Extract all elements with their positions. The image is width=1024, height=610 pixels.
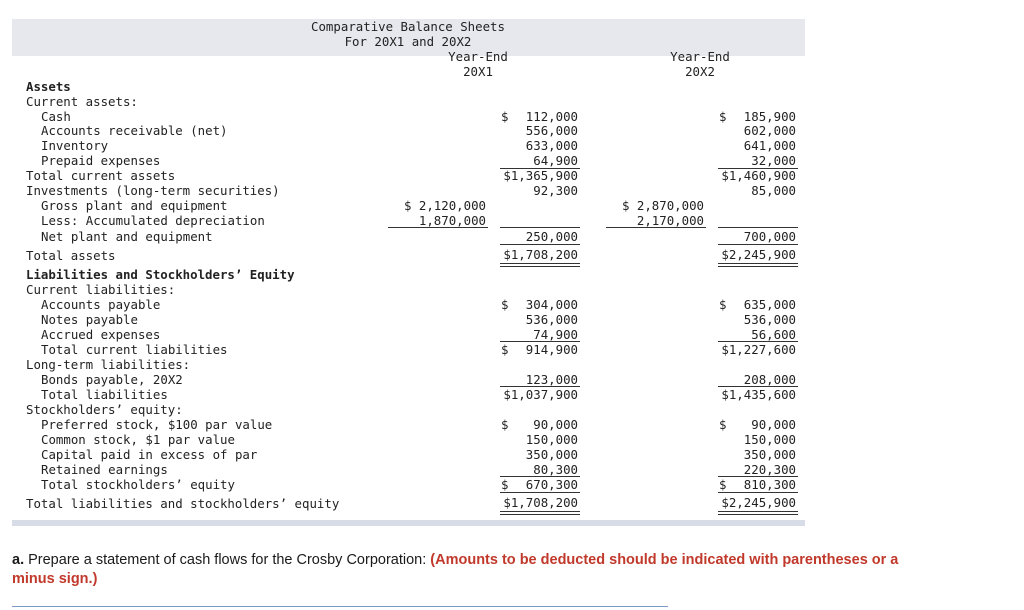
ap-label: Accounts payable [41, 297, 161, 312]
table-footer-band [12, 520, 805, 526]
inventory-label: Inventory [41, 138, 109, 153]
preferred-label: Preferred stock, $100 par value [41, 417, 273, 432]
total-le-label: Total liabilities and stockholders’ equity [26, 496, 340, 511]
investments-y2: 85,000 [751, 183, 796, 198]
total-liab-y2: $1,435,600 [721, 387, 796, 402]
cash-y1-dollar: $ [501, 109, 509, 124]
sheet-subtitle: For 20X1 and 20X2 [344, 34, 472, 49]
preferred-y2: 90,000 [751, 417, 796, 432]
apic-label: Capital paid in excess of par [41, 447, 258, 462]
ap-y1-dollar: $ [501, 297, 509, 312]
accum-dep-y2: 2,170,000 [636, 213, 704, 228]
inventory-y2: 641,000 [743, 138, 796, 153]
notes-y2: 536,000 [743, 312, 796, 327]
total-se-y1: 670,300 [525, 477, 578, 492]
gross-plant-y1: $ 2,120,000 [403, 198, 486, 213]
answer-area-divider [12, 606, 668, 607]
underline [500, 227, 580, 228]
accum-dep-y1: 1,870,000 [418, 213, 486, 228]
cash-label: Cash [41, 109, 71, 124]
total-current-liab-y1-dollar: $ [501, 342, 509, 357]
ar-y2: 602,000 [743, 123, 796, 138]
cash-y2-dollar: $ [719, 109, 727, 124]
underline [606, 227, 706, 228]
double-underline [500, 511, 580, 515]
retained-y2: 220,300 [743, 462, 796, 477]
total-se-y2: 810,300 [743, 477, 796, 492]
cash-y2: 185,900 [743, 109, 796, 124]
investments-label: Investments (long-term securities) [26, 183, 280, 198]
total-le-y2: $2,245,900 [721, 495, 796, 510]
prepaid-label: Prepaid expenses [41, 153, 161, 168]
total-current-liab-y2: $1,227,600 [721, 342, 796, 357]
ap-y2-dollar: $ [719, 297, 727, 312]
balance-sheet-table [12, 12, 805, 528]
retained-label: Retained earnings [41, 462, 168, 477]
double-underline [718, 263, 798, 267]
bonds-label: Bonds payable, 20X2 [41, 372, 183, 387]
question-text: Prepare a statement of cash flows for the Crosby Corporation: [24, 552, 431, 568]
current-assets-heading: Current assets: [26, 94, 138, 109]
accum-dep-label: Less: Accumulated depreciation [41, 213, 265, 228]
common-y2: 150,000 [743, 432, 796, 447]
preferred-y2-dollar: $ [719, 417, 727, 432]
total-current-liab-y1: 914,900 [525, 342, 578, 357]
ar-label: Accounts receivable (net) [41, 123, 228, 138]
cash-y1: 112,000 [525, 109, 578, 124]
accrued-y1: 74,900 [533, 327, 578, 342]
long-term-liabilities-heading: Long-term liabilities: [26, 357, 191, 372]
liabilities-equity-heading: Liabilities and Stockholders’ Equity [26, 267, 295, 282]
bonds-y1: 123,000 [525, 372, 578, 387]
prepaid-y1: 64,900 [533, 153, 578, 168]
total-se-y1-dollar: $ [501, 477, 509, 492]
total-se-y2-dollar: $ [719, 477, 727, 492]
double-underline [500, 263, 580, 267]
common-label: Common stock, $1 par value [41, 432, 235, 447]
underline [718, 244, 798, 245]
underline [718, 227, 798, 228]
col-20x1-head: Year-End [448, 49, 508, 64]
underline [500, 244, 580, 245]
bonds-y2: 208,000 [743, 372, 796, 387]
total-assets-y1: $1,708,200 [503, 247, 578, 262]
gross-plant-label: Gross plant and equipment [41, 198, 228, 213]
ap-y1: 304,000 [525, 297, 578, 312]
question-instruction [12, 551, 932, 589]
ap-y2: 635,000 [743, 297, 796, 312]
sheet-title: Comparative Balance Sheets [311, 19, 505, 34]
ar-y1: 556,000 [525, 123, 578, 138]
col-20x1-year: 20X1 [463, 64, 493, 79]
total-assets-label: Total assets [26, 248, 116, 263]
total-liab-y1: $1,037,900 [503, 387, 578, 402]
underline [500, 492, 580, 493]
question-note: (Amounts to be deducted should be indicated with parentheses or a minus sign.) [12, 552, 899, 587]
total-current-assets-y2: $1,460,900 [721, 168, 796, 183]
total-current-assets-label: Total current assets [26, 168, 176, 183]
net-plant-label: Net plant and equipment [41, 229, 213, 244]
prepaid-y2: 32,000 [751, 153, 796, 168]
col-20x2-year: 20X2 [685, 64, 715, 79]
notes-y1: 536,000 [525, 312, 578, 327]
accrued-y2: 56,600 [751, 327, 796, 342]
preferred-y1: 90,000 [533, 417, 578, 432]
total-le-y1: $1,708,200 [503, 495, 578, 510]
col-20x2-head: Year-End [670, 49, 730, 64]
notes-label: Notes payable [41, 312, 138, 327]
investments-y1: 92,300 [533, 183, 578, 198]
accrued-label: Accrued expenses [41, 327, 161, 342]
question-prefix: a. [12, 552, 25, 568]
common-y1: 150,000 [525, 432, 578, 447]
preferred-y1-dollar: $ [501, 417, 509, 432]
total-se-label: Total stockholders’ equity [41, 477, 235, 492]
total-assets-y2: $2,245,900 [721, 247, 796, 262]
apic-y1: 350,000 [525, 447, 578, 462]
current-liabilities-heading: Current liabilities: [26, 282, 176, 297]
net-plant-y2: 700,000 [743, 229, 796, 244]
inventory-y1: 633,000 [525, 138, 578, 153]
stockholders-equity-heading: Stockholders’ equity: [26, 402, 183, 417]
underline [718, 492, 798, 493]
underline [388, 227, 488, 228]
double-underline [718, 511, 798, 515]
total-current-liab-label: Total current liabilities [41, 342, 228, 357]
gross-plant-y2: $ 2,870,000 [621, 198, 704, 213]
total-liab-label: Total liabilities [41, 387, 168, 402]
apic-y2: 350,000 [743, 447, 796, 462]
retained-y1: 80,300 [533, 462, 578, 477]
assets-heading: Assets [26, 79, 71, 94]
total-current-assets-y1: $1,365,900 [503, 168, 578, 183]
net-plant-y1: 250,000 [525, 229, 578, 244]
